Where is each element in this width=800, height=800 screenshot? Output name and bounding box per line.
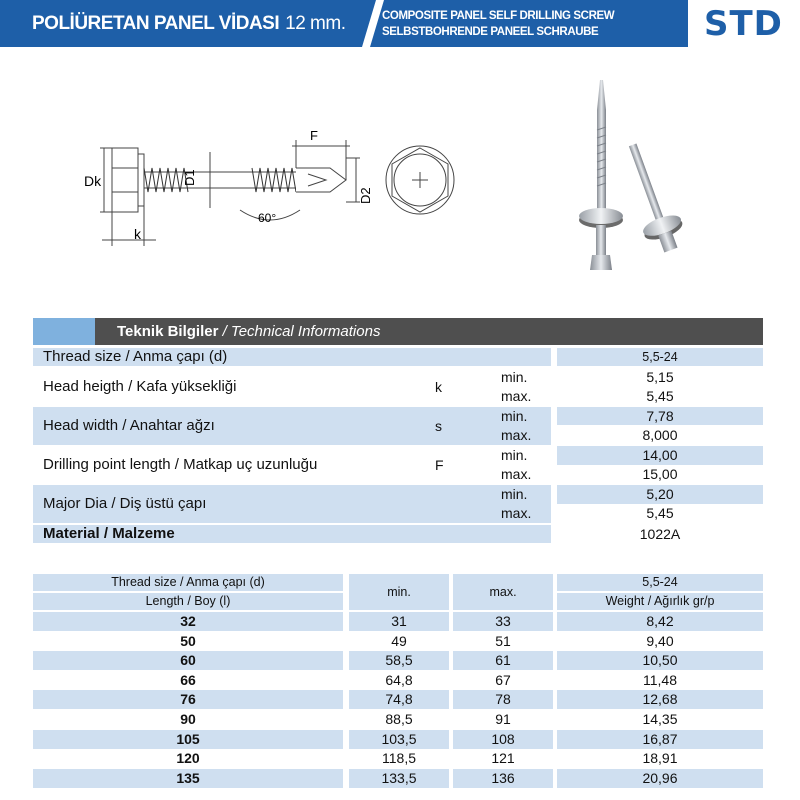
heading-accent — [33, 318, 95, 345]
weight-cell: 11,48 — [643, 671, 677, 688]
length-cell: 50 — [180, 632, 196, 649]
min-cell: 49 — [391, 632, 407, 649]
subtitle-german: SELBSTBOHRENDE PANEEL SCHRAUBE — [382, 26, 599, 38]
min-label: min. — [501, 447, 528, 463]
min-cell: 118,5 — [382, 750, 416, 767]
weight-cell: 12,68 — [642, 691, 678, 708]
row-value-max: 5,45 — [646, 388, 674, 404]
row-value-max: 15,00 — [642, 466, 678, 482]
table-row — [33, 671, 763, 690]
weight-cell: 18,91 — [642, 750, 678, 767]
row-symbol: s — [435, 418, 442, 434]
row-value: 1022A — [639, 526, 681, 542]
header-divider — [360, 0, 384, 47]
header-thread-size: Thread size / Anma çapı (d) — [111, 575, 265, 589]
max-cell: 78 — [495, 691, 511, 708]
row-label: Major Dia / Diş üstü çapı — [43, 495, 207, 512]
label-angle: 60° — [258, 211, 277, 225]
min-cell: 31 — [391, 613, 407, 629]
weight-cell: 8,42 — [646, 613, 674, 629]
max-label: max. — [501, 388, 532, 404]
table-row — [33, 348, 763, 366]
table-row — [33, 651, 763, 670]
header-min: min. — [387, 585, 411, 599]
table-row — [33, 632, 763, 651]
length-cell: 32 — [180, 613, 196, 629]
screw-photo — [560, 70, 710, 290]
row-label: Head heigth / Kafa yüksekliği — [43, 378, 237, 395]
row-label: Thread size / Anma çapı (d) — [43, 348, 228, 365]
weight-cell: 14,35 — [642, 711, 678, 727]
table-row — [33, 730, 763, 749]
header-thread-value: 5,5-24 — [642, 575, 678, 589]
weight-cell: 16,87 — [642, 730, 678, 747]
row-label: Head width / Anahtar ağzı — [43, 417, 215, 434]
label-d2: D2 — [358, 187, 373, 204]
row-value-min: 14,00 — [642, 447, 678, 463]
table-row — [33, 612, 763, 631]
row-value-max: 8,000 — [642, 427, 678, 443]
min-cell: 88,5 — [385, 711, 413, 727]
title-text: POLİÜRETAN PANEL VİDASI — [32, 13, 280, 34]
screw-technical-drawing — [70, 110, 460, 270]
table-row — [33, 749, 763, 768]
min-cell: 74,8 — [385, 691, 413, 708]
max-cell: 136 — [491, 769, 515, 786]
min-cell: 133,5 — [381, 769, 417, 786]
max-label: max. — [501, 466, 532, 482]
max-cell: 91 — [495, 711, 511, 727]
label-f: F — [310, 128, 318, 143]
heading-en: / Technical Informations — [222, 323, 381, 340]
length-cell: 105 — [176, 730, 200, 747]
page-title — [32, 0, 346, 47]
table-row — [33, 407, 763, 445]
table-row — [33, 446, 763, 484]
weight-cell: 10,50 — [642, 652, 678, 669]
max-cell: 67 — [495, 671, 511, 688]
max-label: max. — [501, 427, 532, 443]
max-label: max. — [501, 505, 532, 521]
table-row — [33, 368, 763, 406]
min-label: min. — [501, 486, 528, 502]
min-label: min. — [501, 369, 528, 385]
min-cell: 58,5 — [385, 652, 413, 669]
max-cell: 33 — [495, 613, 511, 629]
max-cell: 61 — [495, 652, 511, 669]
label-d1: D1 — [182, 169, 197, 186]
subtitle-english: COMPOSITE PANEL SELF DRILLING SCREW — [382, 10, 615, 22]
title-size: 12 mm. — [285, 13, 346, 34]
header-bar — [0, 0, 800, 47]
row-value-min: 5,15 — [646, 369, 674, 385]
max-cell: 51 — [495, 632, 511, 649]
row-label: Drilling point length / Matkap uç uzunluğu — [43, 456, 318, 473]
heading-tr: Teknik Bilgiler — [117, 323, 219, 340]
length-cell: 120 — [176, 750, 200, 767]
max-cell: 108 — [491, 730, 515, 747]
length-cell: 135 — [176, 769, 200, 786]
row-symbol: k — [435, 379, 442, 395]
row-value: 5,5-24 — [642, 350, 678, 364]
min-cell: 64,8 — [385, 671, 413, 688]
length-cell: 90 — [180, 711, 196, 727]
length-cell: 66 — [180, 671, 196, 688]
row-symbol: F — [435, 457, 444, 473]
label-dk: Dk — [84, 173, 102, 189]
header-weight: Weight / Ağırlık gr/p — [605, 594, 715, 608]
header-max: max. — [489, 585, 517, 599]
header-length: Length / Boy (l) — [145, 594, 231, 608]
logo-text: STD — [704, 4, 783, 44]
row-label: Material / Malzeme — [43, 525, 175, 542]
table-row — [33, 525, 763, 543]
min-cell: 103,5 — [381, 730, 417, 747]
row-value-max: 5,45 — [646, 505, 674, 521]
weight-cell: 9,40 — [646, 632, 674, 649]
technical-info-heading — [33, 318, 763, 345]
table-row — [33, 690, 763, 709]
row-value-min: 5,20 — [646, 486, 674, 502]
min-label: min. — [501, 408, 528, 424]
table-row — [33, 769, 763, 788]
label-k: k — [134, 226, 141, 242]
std-logo — [688, 0, 800, 47]
length-cell: 60 — [180, 652, 196, 669]
length-cell: 76 — [180, 691, 196, 708]
weight-cell: 20,96 — [642, 769, 678, 786]
max-cell: 121 — [491, 750, 515, 767]
table-row — [33, 485, 763, 523]
table-row — [33, 710, 763, 729]
row-value-min: 7,78 — [646, 408, 674, 424]
